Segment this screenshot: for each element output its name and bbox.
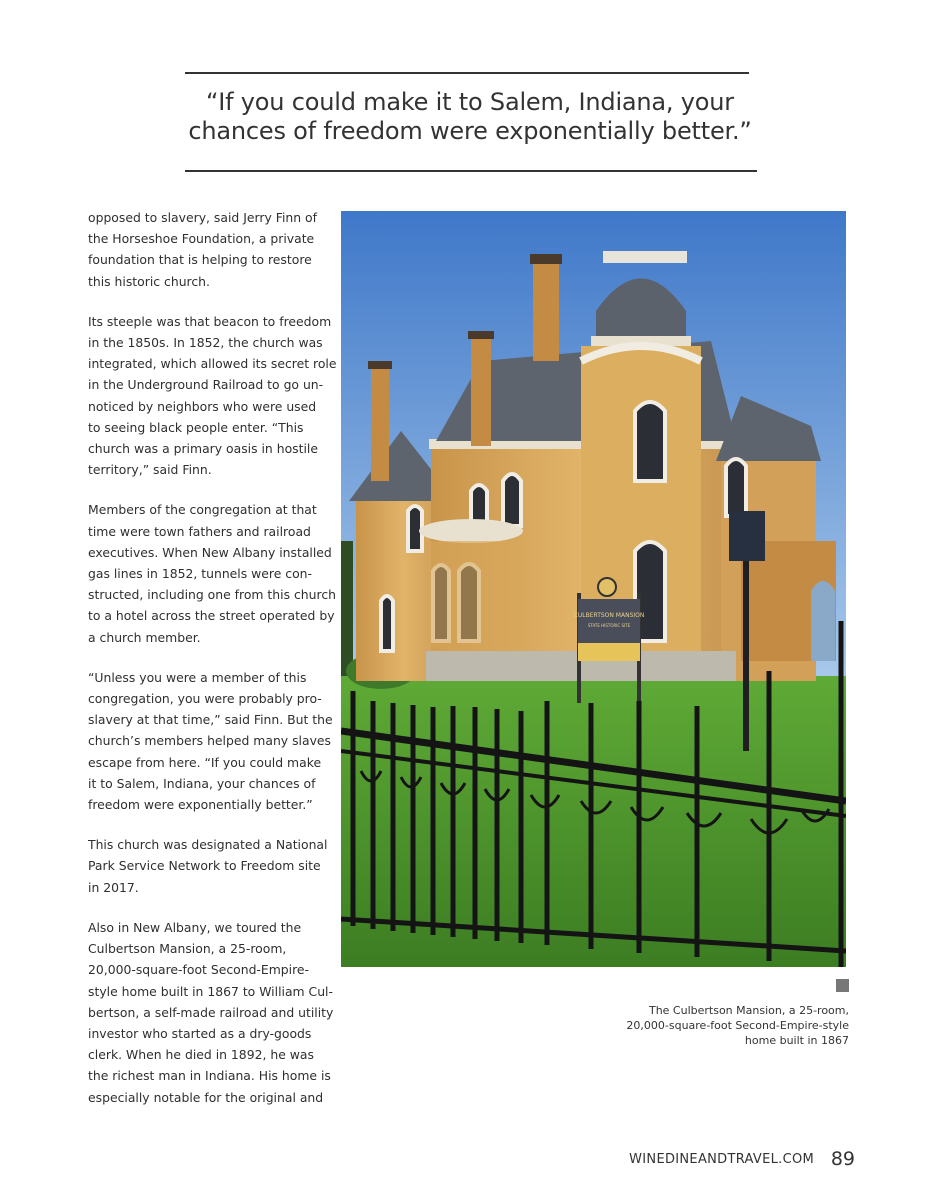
article-line: Culbertson Mansion, a 25-room, <box>88 941 287 957</box>
article-paragraph <box>88 834 338 898</box>
article-line: in the 1850s. In 1852, the church was <box>88 335 323 351</box>
bottom-rule <box>185 170 757 172</box>
pull-quote <box>160 88 780 146</box>
sign-title: CULBERTSON MANSION <box>573 612 645 619</box>
pull-quote-line-2: chances of freedom were exponentially better.” <box>188 117 752 145</box>
article-line: structed, including one from this church <box>88 587 336 603</box>
article-line: especially notable for the original and <box>88 1089 324 1105</box>
article-line: to a hotel across the street operated by <box>88 608 335 624</box>
article-line: freedom were exponentially better.” <box>88 797 313 813</box>
article-line: style home built in 1867 to William Cul- <box>88 983 333 999</box>
article-paragraph <box>88 311 338 481</box>
article-line: 20,000-square-foot Second-Empire- <box>88 962 310 978</box>
article-line: escape from here. “If you could make <box>88 754 322 770</box>
article-line: “Unless you were a member of this <box>88 669 307 685</box>
mansion-photo-illustration <box>341 211 846 967</box>
caption-marker <box>836 979 849 992</box>
article-line: bertson, a self-made railroad and utility <box>88 1004 334 1020</box>
article-line: noticed by neighbors who were used <box>88 398 317 414</box>
top-rule <box>185 72 749 74</box>
article-line: Also in New Albany, we toured the <box>88 919 302 935</box>
article-line: in the Underground Railroad to go un- <box>88 377 324 393</box>
article-line: to seeing black people enter. “This <box>88 419 304 435</box>
article-line: church’s members helped many slaves <box>88 733 331 749</box>
caption-line-3: home built in 1867 <box>744 1034 849 1047</box>
article-line: investor who started as a dry-goods <box>88 1025 312 1041</box>
article-line: foundation that is helping to restore <box>88 252 312 268</box>
article-line: this historic church. <box>88 273 210 289</box>
article-line: integrated, which allowed its secret role <box>88 356 337 372</box>
article-line: the Horseshoe Foundation, a private <box>88 231 315 247</box>
pull-quote-line-1: “If you could make it to Salem, Indiana, your <box>206 88 734 116</box>
article-line: in 2017. <box>88 879 139 895</box>
article-line: gas lines in 1852, tunnels were con- <box>88 566 312 582</box>
article-line: it to Salem, Indiana, your chances of <box>88 775 316 791</box>
article-paragraph <box>88 667 338 815</box>
article-line: slavery at that time,” said Finn. But the <box>88 712 333 728</box>
footer-website: WINEDINEANDTRAVEL.COM <box>629 1152 814 1167</box>
article-paragraph <box>88 499 338 647</box>
article-paragraph <box>88 207 338 292</box>
photo-caption <box>549 1003 849 1048</box>
article-line: Its steeple was that beacon to freedom <box>88 313 332 329</box>
article-line: Park Service Network to Freedom site <box>88 858 321 874</box>
article-line: Members of the congregation at that <box>88 502 317 518</box>
article-line: opposed to slavery, said Jerry Finn of <box>88 210 317 225</box>
article-line: a church member. <box>88 629 201 645</box>
sign-subtitle: STATE HISTORIC SITE <box>587 623 631 628</box>
article-paragraph <box>88 917 338 1108</box>
article-line: This church was designated a National <box>88 837 328 853</box>
mansion-photo <box>341 211 846 967</box>
article-line: the richest man in Indiana. His home is <box>88 1068 331 1084</box>
caption-line-1: The Culbertson Mansion, a 25-room, <box>648 1004 849 1017</box>
page-number: 89 <box>830 1148 855 1170</box>
article-line: executives. When New Albany installed <box>88 544 332 560</box>
caption-line-2: 20,000-square-foot Second-Empire-style <box>626 1019 849 1032</box>
article-line: clerk. When he died in 1892, he was <box>88 1047 314 1063</box>
article-line: congregation, you were probably pro- <box>88 691 322 707</box>
article-line: territory,” said Finn. <box>88 462 212 478</box>
article-line: time were town fathers and railroad <box>88 523 311 539</box>
article-line: church was a primary oasis in hostile <box>88 441 318 457</box>
article-body <box>88 207 338 1127</box>
